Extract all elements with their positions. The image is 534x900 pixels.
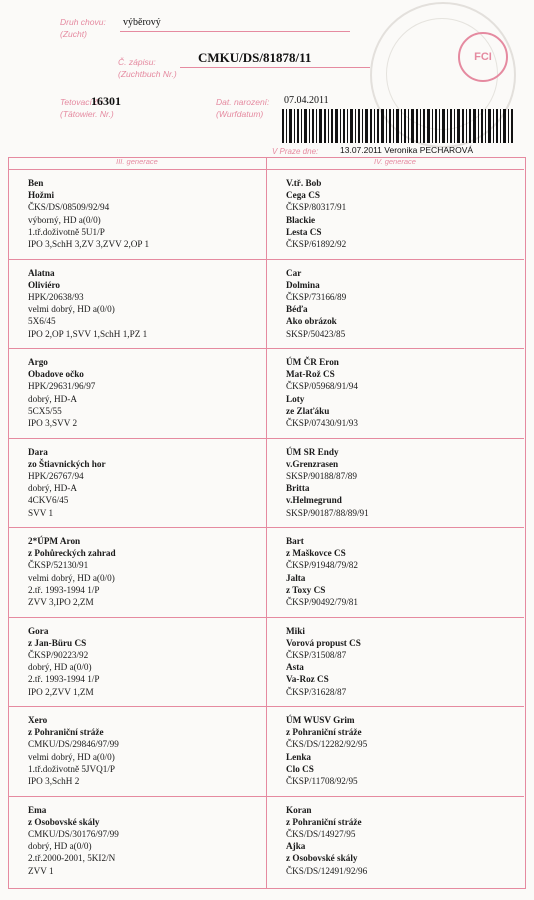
ancestor-line: Loty: [286, 393, 305, 404]
ancestor-line: dobrý, HD-A: [28, 483, 77, 494]
ancestor-line: velmi dobrý, HD a(0/0): [28, 572, 115, 583]
column-header-right: IV. generace: [374, 157, 416, 166]
ancestor-line: SKSP/90188/87/89: [286, 470, 357, 481]
ancestor-line: ČKSP/90492/79/81: [286, 597, 358, 608]
ancestor-line: zo Štiavnických hor: [28, 458, 106, 469]
reg-value: CMKU/DS/81878/11: [198, 50, 312, 65]
ancestor-line: v.Helmegrund: [286, 495, 342, 506]
place-value: 13.07.2011 Veronika PECHAROVÁ: [340, 145, 474, 155]
place-label: V Praze dne:: [272, 147, 319, 156]
breed-label: Druh chovu:: [60, 17, 106, 27]
ancestor-line: ČKS/DS/12282/92/95: [286, 739, 368, 750]
ancestor-line: dobrý, HD a(0/0): [28, 662, 92, 673]
ancestor-line: 2.tř. 1993-1994 1/P: [28, 674, 100, 685]
ancestor-line: HPK/26767/94: [28, 470, 84, 481]
ancestor-line: Car: [286, 267, 302, 278]
ancestor-line: SKSP/50423/85: [286, 328, 346, 339]
ancestor-line: Lesta CS: [286, 226, 322, 237]
ancestor-line: HPK/20638/93: [28, 291, 84, 302]
breed-value: výběrový: [123, 17, 161, 28]
ancestor-line: 2*ÚPM Aron: [28, 536, 81, 546]
tattoo-label: Tetovací č.:: [60, 97, 104, 107]
ancestor-line: SKSP/90187/88/89/91: [286, 507, 369, 518]
ancestor-line: ČKSP/91948/79/82: [286, 560, 358, 571]
ancestor-line: velmi dobrý, HD a(0/0): [28, 304, 115, 315]
ancestor-line: Alatna: [28, 267, 55, 278]
ancestor-line: Blackie: [286, 214, 316, 225]
column-header-left: III. generace: [116, 157, 158, 166]
ancestor-line: 5X6/45: [28, 316, 56, 327]
ancestor-line: z Pohraniční stráže: [28, 727, 104, 738]
ancestor-line: SVV 1: [28, 507, 54, 518]
ancestor-line: Dolmina: [286, 279, 320, 290]
ancestor-line: výborný, HD a(0/0): [28, 214, 101, 225]
ancestor-line: Cega CS: [286, 190, 320, 201]
ancestor-line: Ako obrázok: [286, 316, 337, 327]
ancestor-line: 5CX5/55: [28, 405, 62, 416]
row-divider: [8, 259, 524, 260]
ancestor-line: Vorová propust CS: [286, 637, 361, 648]
ancestor-line: ČKS/DS/12491/92/96: [286, 865, 368, 876]
row-divider: [8, 617, 524, 618]
ancestor-line: ČKSP/07430/91/93: [286, 418, 358, 429]
ancestor-line: dobrý, HD a(0/0): [28, 841, 92, 852]
ancestor-line: Jalta: [286, 572, 306, 583]
ancestor-line: ČKSP/31628/87: [286, 686, 347, 697]
reg-label: Č. zápisu:: [118, 57, 156, 67]
ancestor-line: IPO 3,SchH 3,ZV 3,ZVV 2,OP 1: [28, 239, 150, 250]
ancestor-line: Ema: [28, 804, 47, 815]
ancestor-line: z Osobovské skály: [28, 816, 100, 827]
ancestor-line: ČKS/DS/14927/95: [286, 828, 356, 839]
ancestor-line: Miki: [286, 625, 305, 636]
ancestor-line: Obadove očko: [28, 369, 84, 380]
ancestor-line: ČKSP/52130/91: [28, 560, 89, 571]
ancestor-cell-right: [286, 356, 358, 429]
ancestor-line: z Toxy CS: [286, 584, 326, 595]
ancestor-line: 1.tř.doživotně 5JVQ1/P: [28, 763, 116, 774]
ancestor-line: ZVV 3,IPO 2,ZM: [28, 597, 94, 608]
ancestor-cell-left: [28, 267, 147, 340]
ancestor-line: v.Grenzrasen: [286, 458, 339, 469]
ancestor-line: z Pohraniční stráže: [286, 816, 362, 827]
ancestor-line: z Jan-Büru CS: [28, 637, 87, 648]
ancestor-cell-right: [286, 267, 346, 340]
ancestor-line: ze Zlaťáku: [286, 405, 330, 416]
tattoo-label-de: (Tätowier. Nr.): [60, 109, 114, 119]
ancestor-line: 2.tř. 1993-1994 1/P: [28, 584, 100, 595]
row-divider: [8, 706, 524, 707]
ancestor-line: Béďa: [286, 304, 308, 315]
ancestor-line: IPO 2,OP 1,SVV 1,SchH 1,PZ 1: [28, 328, 148, 339]
ancestor-line: IPO 3,SVV 2: [28, 418, 78, 429]
ancestor-line: Ben: [28, 178, 44, 188]
ancestor-line: Lenka: [286, 751, 312, 762]
ancestor-cell-right: [286, 625, 361, 698]
ancestor-line: ČKSP/31508/87: [286, 649, 347, 660]
birth-label-de: (Wurfdatum): [216, 109, 264, 119]
row-divider: [8, 796, 524, 797]
ancestor-line: CMKU/DS/29846/97/99: [28, 739, 119, 750]
ancestor-cell-right: [286, 714, 367, 787]
ancestor-line: Dara: [28, 446, 48, 457]
row-divider: [8, 438, 524, 439]
ancestor-line: ČKSP/80317/91: [286, 202, 347, 213]
ancestor-line: z Maškovce CS: [286, 548, 346, 559]
ancestor-line: ČKSP/11708/92/95: [286, 776, 358, 787]
ancestor-line: z Osobovské skály: [286, 853, 358, 864]
ancestor-cell-left: [28, 177, 149, 250]
ancestor-cell-left: [28, 804, 119, 877]
ancestor-line: ČKS/DS/08509/92/94: [28, 202, 110, 213]
ancestor-cell-left: [28, 356, 95, 429]
birth-label: Dat. narození:: [216, 97, 270, 107]
ancestor-line: Clo CS: [286, 763, 314, 774]
ancestor-cell-left: [28, 535, 116, 608]
ancestor-line: ZVV 1: [28, 865, 54, 876]
ancestor-line: 2.tř.2000-2001, 5KI2/N: [28, 853, 116, 864]
ancestor-line: Va-Roz CS: [286, 674, 329, 685]
ancestor-line: ÚM WUSV Grim: [286, 715, 355, 725]
ancestor-cell-right: [286, 804, 367, 877]
ancestor-line: ÚM SR Endy: [286, 446, 339, 457]
ancestor-line: ČKSP/61892/92: [286, 239, 347, 250]
ancestor-cell-right: [286, 177, 346, 250]
ancestor-line: ÚM ČR Eron: [286, 357, 339, 367]
ancestor-line: V.tř. Bob: [286, 178, 322, 188]
ancestor-line: z Pohůreckých zahrad: [28, 548, 116, 559]
ancestor-line: Mat-Rož CS: [286, 369, 335, 380]
ancestor-cell-left: [28, 446, 106, 519]
tattoo-value: 16301: [91, 94, 121, 108]
ancestor-line: ČKSP/73166/89: [286, 291, 347, 302]
ancestor-line: z Pohraniční stráže: [286, 727, 362, 738]
ancestor-line: Koran: [286, 804, 312, 815]
ancestor-line: Asta: [286, 662, 304, 673]
ancestor-line: 4CKV6/45: [28, 495, 69, 506]
column-divider: [266, 157, 267, 888]
ancestor-line: Argo: [28, 357, 48, 367]
ancestor-line: dobrý, HD-A: [28, 393, 77, 404]
row-divider: [8, 527, 524, 528]
ancestor-line: velmi dobrý, HD a(0/0): [28, 751, 115, 762]
birth-value: 07.04.2011: [284, 95, 329, 106]
fci-logo: FCI: [458, 32, 508, 82]
ancestor-line: Britta: [286, 483, 310, 494]
ancestor-line: 1.tř.doživotně 5U1/P: [28, 226, 105, 237]
ancestor-line: ČKSP/90223/92: [28, 649, 89, 660]
reg-underline: [180, 67, 370, 68]
ancestor-line: HPK/29631/96/97: [28, 381, 96, 392]
ancestor-line: Gora: [28, 625, 49, 636]
ancestor-line: IPO 2,ZVV 1,ZM: [28, 686, 94, 697]
ancestor-line: Oliviéro: [28, 279, 60, 290]
breed-label-de: (Zucht): [60, 29, 87, 39]
barcode-image: [282, 109, 514, 143]
ancestor-line: CMKU/DS/30176/97/99: [28, 828, 119, 839]
ancestor-line: Xero: [28, 715, 48, 725]
ancestor-line: Ajka: [286, 841, 306, 852]
ancestor-line: Bart: [286, 536, 304, 546]
reg-label-de: (Zuchtbuch Nr.): [118, 69, 177, 79]
ancestor-cell-right: [286, 535, 358, 608]
ancestor-cell-right: [286, 446, 369, 519]
ancestor-line: ČKSP/05968/91/94: [286, 381, 358, 392]
ancestor-line: Hožmi: [28, 190, 55, 201]
breed-underline: [120, 31, 350, 32]
ancestor-cell-left: [28, 625, 99, 698]
ancestor-line: IPO 3,SchH 2: [28, 776, 80, 787]
row-divider: [8, 348, 524, 349]
ancestor-cell-left: [28, 714, 119, 787]
